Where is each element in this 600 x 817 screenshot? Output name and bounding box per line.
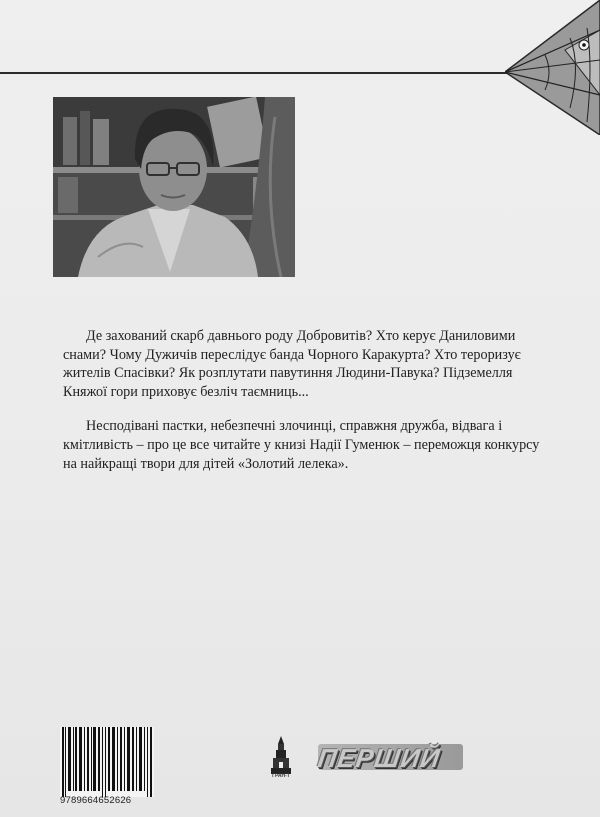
tower-logo-icon — [270, 736, 292, 774]
author-photo — [53, 97, 295, 277]
spider-web-icon — [505, 0, 600, 135]
publisher-name: ГРАН-Т — [272, 773, 290, 779]
book-description — [63, 327, 543, 473]
series-logo: ПЕРШИЙ — [315, 743, 443, 773]
description-paragraph: Несподівані пастки, небезпечні злочинці, справжня дружба, відвага і кмітливість – про це все читайте у книзі Надії Гуменюк – переможця конкурсу на найкращі твори для дітей «Золотий лелека». — [63, 418, 540, 472]
barcode — [60, 727, 154, 797]
isbn-number: 9789664652626 — [60, 795, 132, 806]
description-paragraph: Де захований скарб давнього роду Добровитів? Хто керує Даниловими снами? Чому Дужичів переслідує банда Чорного Каракурта? Хто тероризує жителів Спасівки? Як розплутати павутиння Людини-Павука? Підземелля Княжої гори приховує безліч таємниць... — [63, 328, 521, 400]
